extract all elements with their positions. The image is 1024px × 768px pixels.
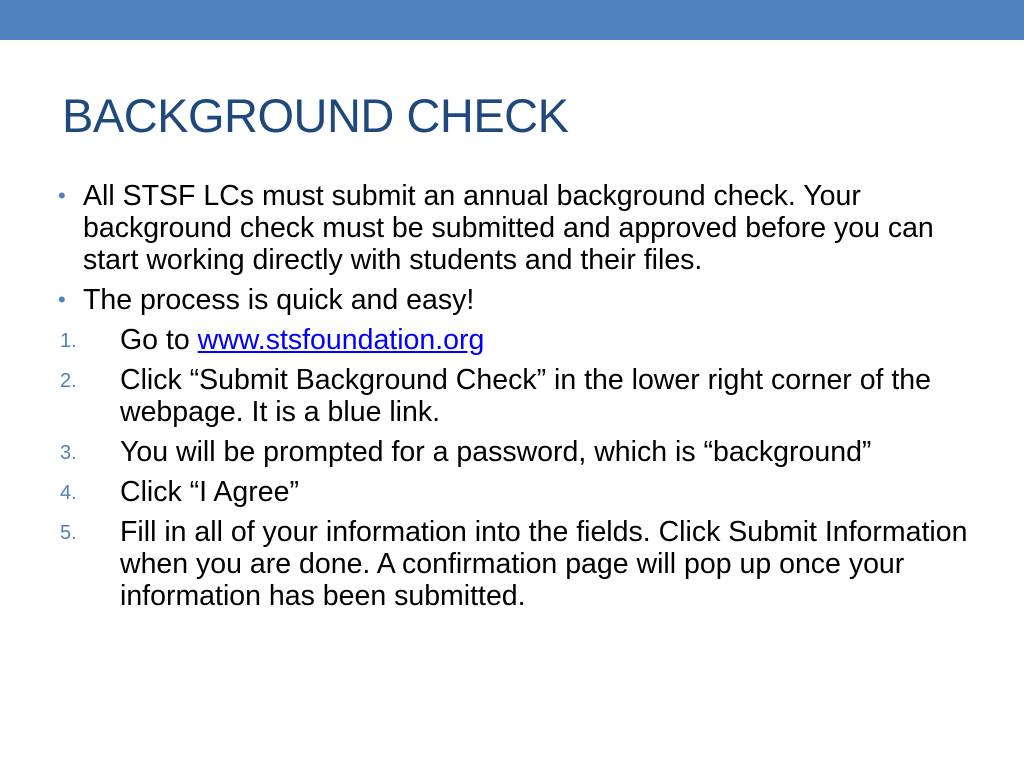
bullet-icon: • [58, 287, 66, 312]
bullet-text: All STSF LCs must submit an annual background check. Your background check must be submitted and approved before you can start working directly with students and their files. [83, 180, 934, 276]
step-text: Fill in all of your information into the fields. Click Submit Information when you are done. A confirmation page will pop up once your information has been submitted. [120, 516, 968, 612]
top-accent-bar [0, 0, 1024, 40]
bullet-icon: • [58, 183, 66, 208]
bullet-item [58, 284, 978, 316]
step-text: Click “Submit Background Check” in the lower right corner of the webpage. It is a blue link. [120, 364, 932, 428]
step-number: 3. [60, 442, 77, 464]
step-text: Click “I Agree” [120, 476, 299, 508]
step-number: 4. [60, 482, 77, 504]
step-item [58, 476, 978, 508]
step-number: 2. [60, 370, 77, 392]
step-number: 5. [60, 522, 77, 544]
step-item [58, 324, 978, 356]
step-item [58, 364, 978, 428]
bullet-text: The process is quick and easy! [83, 284, 475, 316]
step-item [58, 516, 978, 612]
website-link[interactable]: www.stsfoundation.org [197, 324, 485, 356]
slide-title: BACKGROUND CHECK [62, 89, 569, 142]
step-text: Go to [120, 324, 198, 356]
bullet-item [58, 180, 978, 276]
step-item [58, 436, 978, 468]
slide-content [58, 180, 978, 620]
step-text: You will be prompted for a password, which is “background” [120, 436, 872, 468]
step-number: 1. [60, 330, 77, 352]
